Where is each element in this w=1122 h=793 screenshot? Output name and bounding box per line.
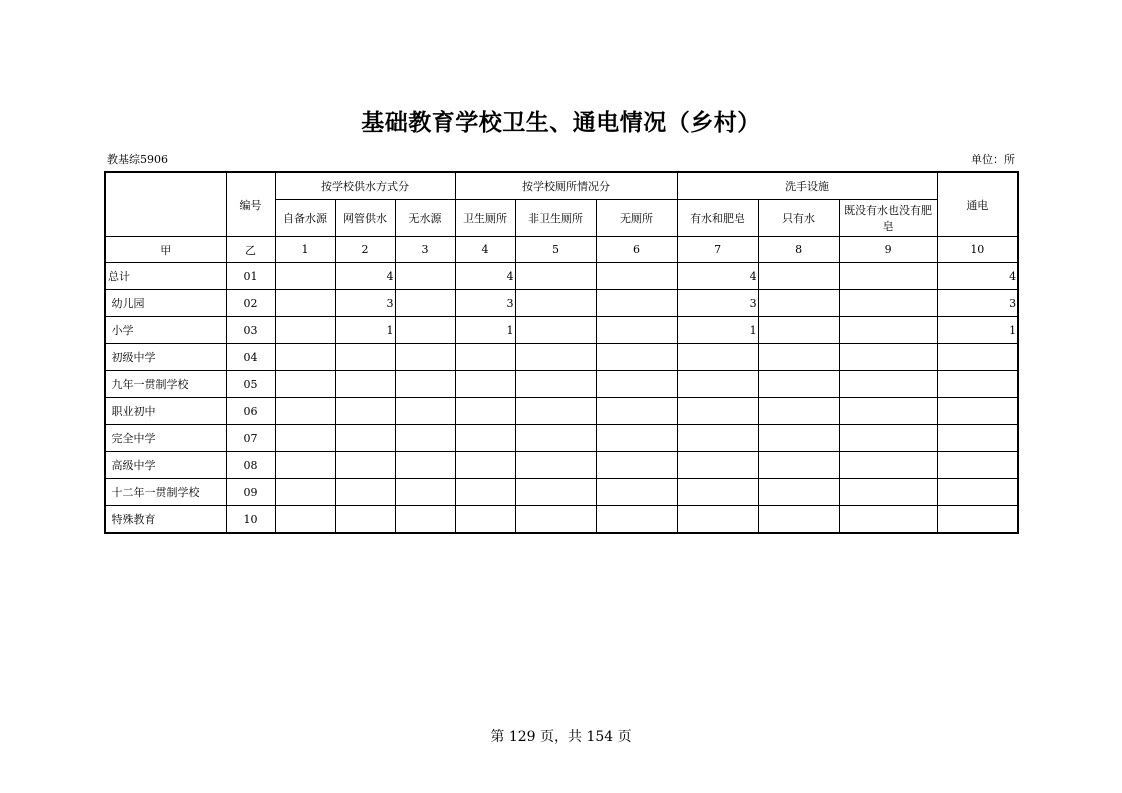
index-col-6: 6 bbox=[596, 237, 677, 263]
row-value-col-3 bbox=[395, 263, 455, 290]
row-value-col-9 bbox=[839, 479, 937, 506]
statistics-table bbox=[104, 171, 1019, 534]
row-value-col-7: 3 bbox=[677, 290, 758, 317]
row-value-col-3 bbox=[395, 290, 455, 317]
table-row bbox=[105, 344, 1018, 371]
row-value-col-2 bbox=[335, 506, 395, 534]
page-footer: 第 129 页，共 154 页 bbox=[490, 729, 632, 745]
row-value-col-6 bbox=[596, 344, 677, 371]
header-wash-water-only: 只有水 bbox=[758, 200, 839, 237]
table-row bbox=[105, 263, 1018, 290]
row-value-col-3 bbox=[395, 398, 455, 425]
header-water-group: 按学校供水方式分 bbox=[275, 172, 455, 200]
row-value-col-5 bbox=[515, 371, 596, 398]
row-value-col-10 bbox=[937, 452, 1018, 479]
row-value-col-6 bbox=[596, 506, 677, 534]
row-value-col-9 bbox=[839, 317, 937, 344]
row-code: 10 bbox=[226, 506, 275, 534]
row-value-col-3 bbox=[395, 452, 455, 479]
row-value-col-9 bbox=[839, 344, 937, 371]
row-value-col-4 bbox=[455, 425, 515, 452]
row-value-col-10: 1 bbox=[937, 317, 1018, 344]
row-value-col-4 bbox=[455, 344, 515, 371]
row-name: 职业初中 bbox=[105, 398, 226, 425]
row-value-col-2 bbox=[335, 452, 395, 479]
row-code: 09 bbox=[226, 479, 275, 506]
row-name: 十二年一贯制学校 bbox=[105, 479, 226, 506]
row-name: 高级中学 bbox=[105, 452, 226, 479]
table-row bbox=[105, 290, 1018, 317]
row-value-col-3 bbox=[395, 479, 455, 506]
row-value-col-6 bbox=[596, 290, 677, 317]
row-value-col-6 bbox=[596, 479, 677, 506]
row-value-col-7 bbox=[677, 398, 758, 425]
row-name: 九年一贯制学校 bbox=[105, 371, 226, 398]
row-value-col-7: 4 bbox=[677, 263, 758, 290]
table-row bbox=[105, 371, 1018, 398]
row-code: 08 bbox=[226, 452, 275, 479]
row-name: 特殊教育 bbox=[105, 506, 226, 534]
row-code: 06 bbox=[226, 398, 275, 425]
row-value-col-10 bbox=[937, 344, 1018, 371]
index-col-1: 1 bbox=[275, 237, 335, 263]
row-value-col-10 bbox=[937, 371, 1018, 398]
index-b: 乙 bbox=[226, 237, 275, 263]
row-value-col-4 bbox=[455, 506, 515, 534]
row-value-col-10 bbox=[937, 479, 1018, 506]
table-row bbox=[105, 317, 1018, 344]
row-value-col-4: 1 bbox=[455, 317, 515, 344]
row-value-col-7 bbox=[677, 344, 758, 371]
row-value-col-1 bbox=[275, 290, 335, 317]
row-value-col-8 bbox=[758, 344, 839, 371]
row-value-col-2 bbox=[335, 371, 395, 398]
row-value-col-4 bbox=[455, 398, 515, 425]
header-toilet-group: 按学校厕所情况分 bbox=[455, 172, 677, 200]
row-name: 小学 bbox=[105, 317, 226, 344]
row-value-col-7 bbox=[677, 425, 758, 452]
index-col-7: 7 bbox=[677, 237, 758, 263]
row-value-col-5 bbox=[515, 452, 596, 479]
header-wash-none: 既没有水也没有肥皂 bbox=[839, 200, 937, 237]
table-row bbox=[105, 506, 1018, 534]
header-wash-group: 洗手设施 bbox=[677, 172, 937, 200]
row-value-col-8 bbox=[758, 263, 839, 290]
row-value-col-5 bbox=[515, 425, 596, 452]
header-corner-cell bbox=[105, 172, 226, 237]
row-value-col-9 bbox=[839, 263, 937, 290]
index-col-2: 2 bbox=[335, 237, 395, 263]
row-value-col-8 bbox=[758, 506, 839, 534]
row-value-col-2: 4 bbox=[335, 263, 395, 290]
row-value-col-9 bbox=[839, 371, 937, 398]
row-value-col-5 bbox=[515, 290, 596, 317]
row-value-col-4: 4 bbox=[455, 263, 515, 290]
row-value-col-10 bbox=[937, 425, 1018, 452]
row-value-col-3 bbox=[395, 371, 455, 398]
row-value-col-3 bbox=[395, 506, 455, 534]
index-row bbox=[105, 237, 1018, 263]
row-value-col-8 bbox=[758, 290, 839, 317]
row-code: 05 bbox=[226, 371, 275, 398]
row-value-col-6 bbox=[596, 398, 677, 425]
header-water-pipe: 网管供水 bbox=[335, 200, 395, 237]
row-value-col-9 bbox=[839, 425, 937, 452]
row-value-col-2: 3 bbox=[335, 290, 395, 317]
row-value-col-2 bbox=[335, 398, 395, 425]
row-value-col-8 bbox=[758, 371, 839, 398]
index-a: 甲 bbox=[105, 237, 226, 263]
row-value-col-2 bbox=[335, 425, 395, 452]
row-code: 03 bbox=[226, 317, 275, 344]
row-value-col-8 bbox=[758, 425, 839, 452]
row-value-col-7 bbox=[677, 479, 758, 506]
row-value-col-8 bbox=[758, 452, 839, 479]
row-code: 01 bbox=[226, 263, 275, 290]
header-toilet-none: 无厕所 bbox=[596, 200, 677, 237]
header-number: 编号 bbox=[226, 172, 275, 237]
row-value-col-5 bbox=[515, 506, 596, 534]
row-value-col-4: 3 bbox=[455, 290, 515, 317]
row-value-col-9 bbox=[839, 506, 937, 534]
row-value-col-2 bbox=[335, 344, 395, 371]
row-value-col-6 bbox=[596, 263, 677, 290]
row-value-col-1 bbox=[275, 398, 335, 425]
row-name: 总计 bbox=[105, 263, 226, 290]
index-col-10: 10 bbox=[937, 237, 1018, 263]
row-value-col-1 bbox=[275, 479, 335, 506]
header-water-own: 自备水源 bbox=[275, 200, 335, 237]
row-value-col-1 bbox=[275, 506, 335, 534]
row-value-col-7 bbox=[677, 371, 758, 398]
row-value-col-8 bbox=[758, 479, 839, 506]
row-value-col-4 bbox=[455, 479, 515, 506]
row-value-col-5 bbox=[515, 317, 596, 344]
header-toilet-nonsanitary: 非卫生厕所 bbox=[515, 200, 596, 237]
row-value-col-9 bbox=[839, 398, 937, 425]
row-value-col-5 bbox=[515, 263, 596, 290]
row-value-col-4 bbox=[455, 452, 515, 479]
row-value-col-9 bbox=[839, 290, 937, 317]
row-value-col-4 bbox=[455, 371, 515, 398]
row-value-col-9 bbox=[839, 452, 937, 479]
row-code: 04 bbox=[226, 344, 275, 371]
row-value-col-3 bbox=[395, 344, 455, 371]
table-row bbox=[105, 398, 1018, 425]
row-code: 07 bbox=[226, 425, 275, 452]
index-col-3: 3 bbox=[395, 237, 455, 263]
row-value-col-1 bbox=[275, 344, 335, 371]
row-value-col-5 bbox=[515, 479, 596, 506]
row-value-col-1 bbox=[275, 425, 335, 452]
row-value-col-5 bbox=[515, 344, 596, 371]
form-code: 教基综5906 bbox=[107, 153, 168, 166]
row-name: 幼儿园 bbox=[105, 290, 226, 317]
row-value-col-6 bbox=[596, 425, 677, 452]
row-value-col-10 bbox=[937, 398, 1018, 425]
row-value-col-10 bbox=[937, 506, 1018, 534]
row-value-col-2 bbox=[335, 479, 395, 506]
row-value-col-6 bbox=[596, 452, 677, 479]
row-value-col-3 bbox=[395, 317, 455, 344]
row-value-col-10: 3 bbox=[937, 290, 1018, 317]
row-name: 完全中学 bbox=[105, 425, 226, 452]
row-value-col-10: 4 bbox=[937, 263, 1018, 290]
row-value-col-5 bbox=[515, 398, 596, 425]
row-value-col-8 bbox=[758, 398, 839, 425]
index-col-4: 4 bbox=[455, 237, 515, 263]
index-col-8: 8 bbox=[758, 237, 839, 263]
row-value-col-6 bbox=[596, 371, 677, 398]
index-col-5: 5 bbox=[515, 237, 596, 263]
row-value-col-8 bbox=[758, 317, 839, 344]
table-row bbox=[105, 479, 1018, 506]
page-title: 基础教育学校卫生、通电情况（乡村） bbox=[361, 110, 761, 136]
table-row bbox=[105, 452, 1018, 479]
row-value-col-7 bbox=[677, 452, 758, 479]
row-value-col-2: 1 bbox=[335, 317, 395, 344]
table-row bbox=[105, 425, 1018, 452]
row-value-col-1 bbox=[275, 452, 335, 479]
row-value-col-7: 1 bbox=[677, 317, 758, 344]
header-wash-water-soap: 有水和肥皂 bbox=[677, 200, 758, 237]
index-col-9: 9 bbox=[839, 237, 937, 263]
header-water-none: 无水源 bbox=[395, 200, 455, 237]
unit-label: 单位：所 bbox=[971, 153, 1015, 166]
row-value-col-1 bbox=[275, 263, 335, 290]
row-name: 初级中学 bbox=[105, 344, 226, 371]
row-value-col-1 bbox=[275, 317, 335, 344]
header-toilet-sanitary: 卫生厕所 bbox=[455, 200, 515, 237]
row-value-col-7 bbox=[677, 506, 758, 534]
header-row-1 bbox=[105, 172, 1018, 200]
row-code: 02 bbox=[226, 290, 275, 317]
header-electric: 通电 bbox=[937, 172, 1018, 237]
row-value-col-3 bbox=[395, 425, 455, 452]
row-value-col-1 bbox=[275, 371, 335, 398]
row-value-col-6 bbox=[596, 317, 677, 344]
